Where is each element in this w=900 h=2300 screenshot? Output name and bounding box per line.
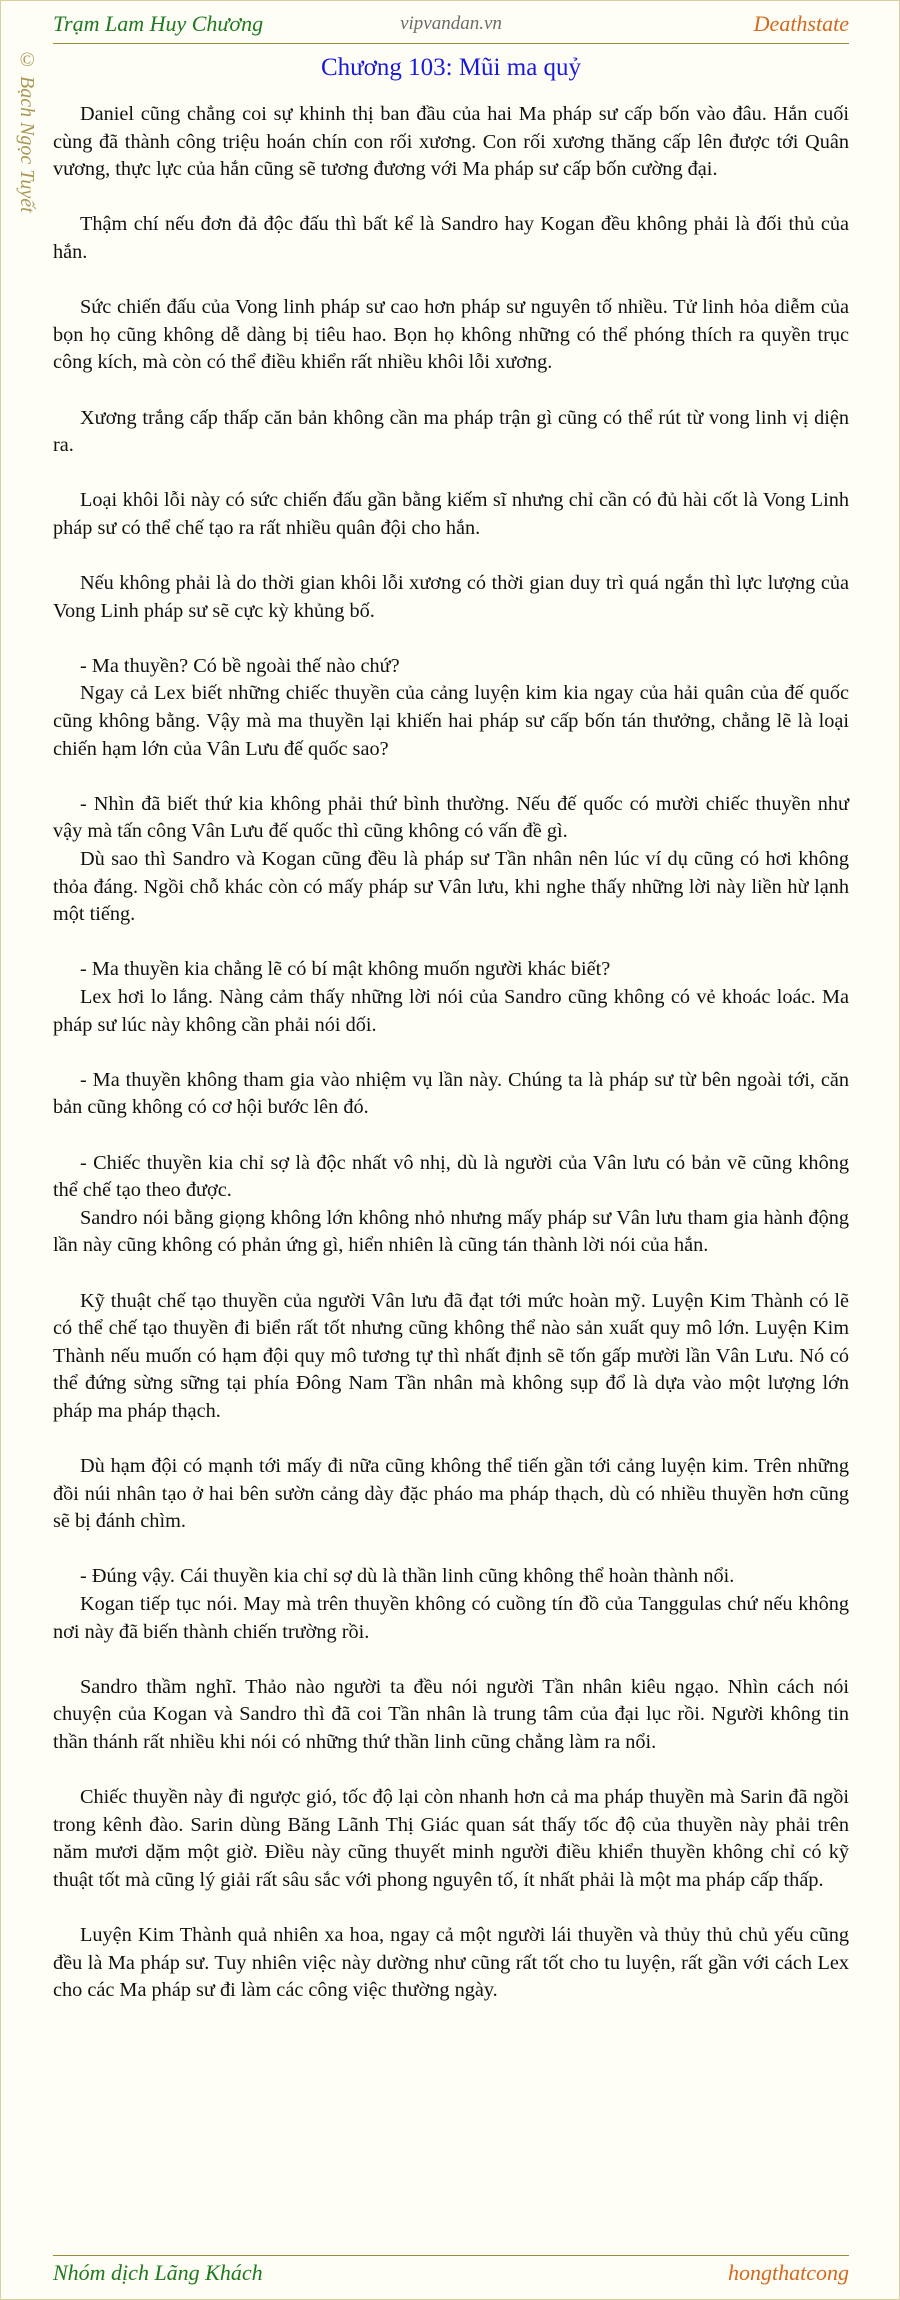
paragraph: - Ma thuyền kia chẳng lẽ có bí mật không muốn người khác biết? xyxy=(80,958,611,981)
paragraph: - Chiếc thuyền kia chỉ sợ là độc nhất vô nhị, dù là người của Vân lưu có bản vẽ cũng không thể chế tạo theo được. xyxy=(53,1151,849,1202)
paragraph: - Nhìn đã biết thứ kia không phải thứ bình thường. Nếu đế quốc có mười chiếc thuyền như vậy mà tấn công Vân Lưu đế quốc thì cũng không có vấn đề gì. xyxy=(53,792,849,843)
footer-translator: Nhóm dịch Lãng Khách xyxy=(53,2260,263,2285)
chapter-body xyxy=(53,101,849,2033)
paragraph: Thậm chí nếu đơn đả độc đấu thì bất kể là Sandro hay Kogan đều không phải là đối thủ của hắn. xyxy=(53,213,849,263)
paragraph: Xương trắng cấp thấp căn bản không cần ma pháp trận gì cũng có thể rút từ vong linh vị diện ra. xyxy=(53,406,849,457)
paragraph: Nếu không phải là do thời gian khôi lỗi xương có thời gian duy trì quá ngắn thì lực lượng của Vong Linh pháp sư sẽ cực kỳ khủng bố. xyxy=(53,572,849,622)
side-copyright: © Bạch Ngọc Tuyết xyxy=(16,49,38,213)
header-url: vipvandan.vn xyxy=(400,13,502,34)
paragraph: Sandro thầm nghĩ. Thảo nào người ta đều nói người Tần nhân kiêu ngạo. Nhìn cách nói chuyện của Kogan và Sandro thì đã coi Tần nhân là trung tâm của đại lục rồi. Người không tin thần thánh rất nhiều khi nói có những thứ thần linh cũng chẳng làm ra nổi. xyxy=(53,1675,849,1754)
paragraph: Dù hạm đội có mạnh tới mấy đi nữa cũng không thể tiến gần tới cảng luyện kim. Trên những đồi núi nhân tạo ở hai bên sườn cảng dày đặc pháo ma pháp thạch, dù có nhiều thuyền hơn cũng sẽ bị đánh chìm. xyxy=(53,1455,849,1533)
paragraph: - Ma thuyền không tham gia vào nhiệm vụ lần này. Chúng ta là pháp sư từ bên ngoài tới, căn bản cũng không có cơ hội bước lên đó. xyxy=(53,1068,849,1119)
footer-credit: hongthatcong xyxy=(728,2260,849,2285)
page-header xyxy=(53,7,849,44)
paragraph: Sandro nói bằng giọng không lớn không nhỏ nhưng mấy pháp sư Vân lưu tham gia hành động lần này cũng không có phản ứng gì, hiển nhiên là cũng tán thành lời nói của hắn. xyxy=(53,1206,849,1257)
header-site-name: Trạm Lam Huy Chương xyxy=(53,11,264,36)
paragraph: Kogan tiếp tục nói. May mà trên thuyền không có cuồng tín đồ của Tanggulas chứ nếu không nơi này đã biến thành chiến trường rồi. xyxy=(53,1593,849,1643)
paragraph: Chiếc thuyền này đi ngược gió, tốc độ lại còn nhanh hơn cả ma pháp thuyền mà Sarin đã ngồi trong kênh đào. Sarin dùng Băng Lãnh Thị Giác quan sát thấy tốc độ của thuyền này phải trên năm mươi dặm một giờ. Điều này cũng thuyết minh người điều khiển thuyền không chỉ có kỹ thuật tốt mà cũng lý giải rất sâu sắc với phong nguyên tố, ít nhất phải là một ma pháp cấp thấp. xyxy=(53,1786,849,1891)
chapter-title: Chương 103: Mũi ma quỷ xyxy=(320,54,582,81)
paragraph: Luyện Kim Thành quả nhiên xa hoa, ngay cả một người lái thuyền và thủy thủ chủ yếu cũng đều là Ma pháp sư. Tuy nhiên việc này dường như cũng rất tốt cho tu luyện, rất gần với cách Lex cho các Ma pháp sư đi làm các công việc thường ngày. xyxy=(53,1924,849,2002)
paragraph: Kỹ thuật chế tạo thuyền của người Vân lưu đã đạt tới mức hoàn mỹ. Luyện Kim Thành có lẽ có thể chế tạo thuyền đi biển rất tốt nhưng cũng không thể nào sản xuất quy mô lớn. Luyện Kim Thành nếu muốn có hạm đội quy mô tương tự thì nhất định sẽ tốn gấp mười lần Vân Lưu. Nó có thể đứng sừng sững tại phía Đông Nam Tần nhân mà không sụp đổ là dựa vào một lượng lớn pháp ma pháp thạch. xyxy=(53,1289,849,1422)
paragraph: Lex hơi lo lắng. Nàng cảm thấy những lời nói của Sandro cũng không có vẻ khoác loác. Ma pháp sư lúc này không cần phải nói dối. xyxy=(53,986,849,1036)
paragraph: - Ma thuyền? Có bề ngoài thế nào chứ? xyxy=(80,654,400,677)
paragraph: Dù sao thì Sandro và Kogan cũng đều là pháp sư Tần nhân nên lúc ví dụ cũng có hơi không thỏa đáng. Ngồi chỗ khác còn có mấy pháp sư Vân lưu, khi nghe thấy những lời này liền hừ lạnh một tiếng. xyxy=(53,848,849,926)
paragraph: Daniel cũng chẳng coi sự khinh thị ban đầu của hai Ma pháp sư cấp bốn vào đâu. Hắn cuối cùng đã thành công triệu hoán chín con rối xương. Con rối xương thăng cấp lên được tới Quân vương, thực lực của hắn cũng sẽ tương đương với Ma pháp sư cấp bốn cường đại. xyxy=(53,103,849,181)
header-author: Deathstate xyxy=(753,11,849,36)
page-footer xyxy=(53,2255,849,2292)
paragraph: Sức chiến đấu của Vong linh pháp sư cao hơn pháp sư nguyên tố nhiều. Tử linh hỏa diễm của bọn họ cũng không dễ dàng bị tiêu hao. Bọn họ không những có thể phóng thích ra quyền trục công kích, mà còn có thể điều khiển rất nhiều khôi lỗi xương. xyxy=(53,296,849,374)
paragraph: Loại khôi lỗi này có sức chiến đấu gần bằng kiếm sĩ nhưng chỉ cần có đủ hài cốt là Vong Linh pháp sư có thể chế tạo ra rất nhiều quân đội cho hắn. xyxy=(53,489,849,539)
paragraph: - Đúng vậy. Cái thuyền kia chỉ sợ dù là thần linh cũng không thể hoàn thành nổi. xyxy=(80,1565,735,1588)
paragraph: Ngay cả Lex biết những chiếc thuyền của cảng luyện kim kia ngay của hải quân của đế quốc cũng không bằng. Vậy mà ma thuyền lại khiến hai pháp sư cấp bốn tán thưởng, chẳng lẽ là loại chiến hạm lớn của Vân Lưu đế quốc sao? xyxy=(53,682,849,760)
